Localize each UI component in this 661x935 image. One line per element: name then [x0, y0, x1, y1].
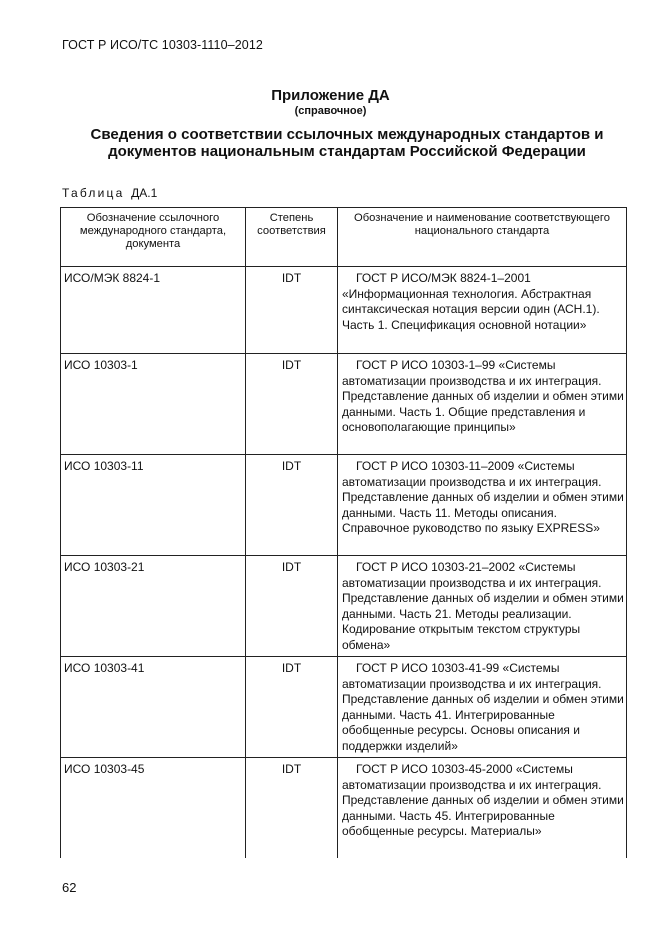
table-header-row	[61, 208, 627, 267]
header-international-standard: Обозначение ссылочного международного стандарта, документа	[61, 208, 246, 267]
cell-code: ИСО 10303-1	[61, 354, 246, 455]
table-row	[61, 267, 627, 354]
document-header: ГОСТ Р ИСО/ТС 10303-1110–2012	[62, 38, 263, 52]
cell-code: ИСО 10303-21	[61, 556, 246, 657]
cell-degree: IDT	[246, 758, 338, 859]
appendix-heading: Сведения о соответствии ссылочных международных стандартов и документов национальным стандартам Российской Федерации	[90, 126, 604, 160]
table-row	[61, 354, 627, 455]
cell-degree: IDT	[246, 556, 338, 657]
appendix-title: Приложение ДА	[271, 87, 390, 104]
table-row	[61, 455, 627, 556]
header-degree: Степень соответствия	[246, 208, 338, 267]
cell-degree: IDT	[246, 455, 338, 556]
table-row	[61, 556, 627, 657]
page-number: 62	[62, 880, 77, 895]
cell-national: ГОСТ Р ИСО 10303-45-2000 «Системы автоматизации производства и их интеграция. Представление данных об изделии и обмен этими данными. Часть 45. Интегрированные обобщенные ресурсы. Материалы»	[338, 758, 627, 859]
cell-national: ГОСТ Р ИСО 10303-21–2002 «Системы автоматизации производства и их интеграция. Представление данных об изделии и обмен этими данными. Часть 21. Методы реализации. Кодирование открытым текстом структуры обмена»	[338, 556, 627, 657]
appendix-subtitle: (справочное)	[294, 105, 367, 117]
cell-national: ГОСТ Р ИСО 10303-41-99 «Системы автоматизации производства и их интеграция. Представление данных об изделии и обмен этими данными. Часть 41. Интегрированные обобщенные ресурсы. Основы описания и поддержки изделий»	[338, 657, 627, 758]
table-row	[61, 758, 627, 859]
table-caption-id: ДА.1	[131, 186, 158, 200]
cell-code: ИСО/МЭК 8824-1	[61, 267, 246, 354]
cell-code: ИСО 10303-45	[61, 758, 246, 859]
cell-degree: IDT	[246, 267, 338, 354]
cell-national: ГОСТ Р ИСО 10303-1–99 «Системы автоматизации производства и их интеграция. Представление данных об изделии и обмен этими данными. Часть 1. Общие представления и основополагающие принципы»	[338, 354, 627, 455]
cell-degree: IDT	[246, 354, 338, 455]
table-caption-word: Таблица	[62, 186, 125, 200]
cell-code: ИСО 10303-41	[61, 657, 246, 758]
header-national-standard: Обозначение и наименование соответствующего национального стандарта	[338, 208, 627, 267]
cell-degree: IDT	[246, 657, 338, 758]
table-row	[61, 657, 627, 758]
cell-national: ГОСТ Р ИСО/МЭК 8824-1–2001 «Информационная технология. Абстрактная синтаксическая нотация версии один (АСН.1). Часть 1. Спецификация основной нотации»	[338, 267, 627, 354]
cell-code: ИСО 10303-11	[61, 455, 246, 556]
cell-national: ГОСТ Р ИСО 10303-11–2009 «Системы автоматизации производства и их интеграция. Представление данных об изделии и обмен этими данными. Часть 11. Методы описания. Справочное руководство по языку EXPRESS»	[338, 455, 627, 556]
correspondence-table	[60, 207, 627, 858]
table-caption	[62, 186, 157, 200]
